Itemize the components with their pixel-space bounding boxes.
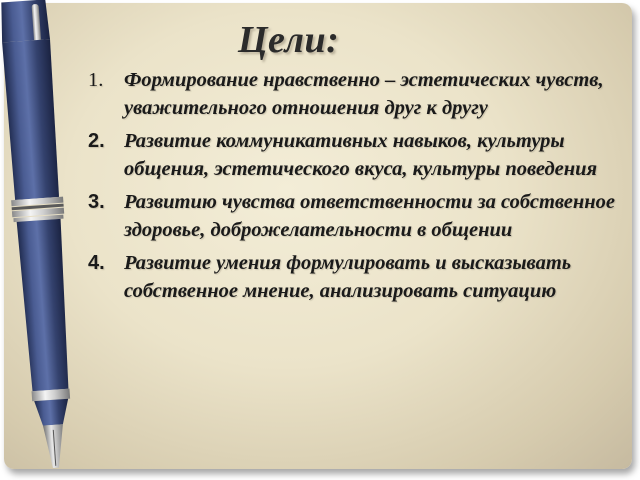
list-item — [88, 188, 628, 244]
list-item-text: Формирование нравственно – эстетических чувств, уважительного отношения друг к другу — [124, 69, 604, 119]
list-item-text: Развитие умения формулировать и высказывать собственное мнение, анализировать ситуацию — [124, 252, 572, 302]
goals-list — [88, 66, 628, 310]
list-item-text: Развитие коммуникативных навыков, культуры общения, эстетического вкуса, культуры поведения — [124, 130, 598, 180]
list-item — [88, 249, 628, 305]
list-item-text: Развитию чувства ответственности за собственное здоровье, доброжелательности в общении — [124, 191, 616, 241]
list-item — [88, 66, 628, 122]
list-item-number: 1. — [88, 69, 104, 91]
list-item-number: 3. — [88, 191, 105, 213]
slide-title: Цели: — [238, 19, 340, 61]
list-item-number: 2. — [88, 130, 105, 152]
list-item-number: 4. — [88, 252, 105, 274]
list-item — [88, 127, 628, 183]
